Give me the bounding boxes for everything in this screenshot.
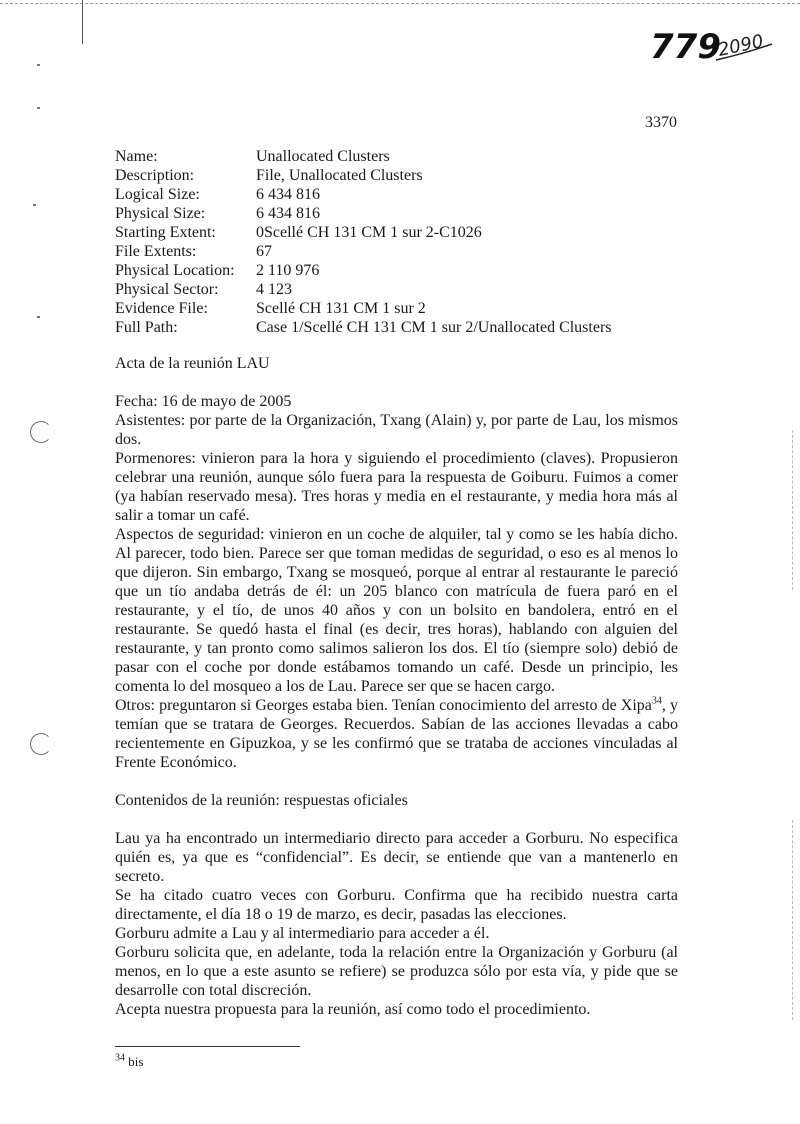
meeting-date: Fecha: 16 de mayo de 2005: [115, 393, 292, 410]
metadata-row: [115, 280, 612, 299]
metadata-label: Description:: [115, 167, 195, 184]
handwritten-number: 779: [650, 27, 721, 67]
metadata-row: [115, 223, 612, 242]
document-body: [115, 354, 678, 1019]
metadata-label: Physical Sector:: [115, 281, 219, 298]
margin-speck: [37, 316, 40, 318]
scan-right-edge: [792, 820, 793, 1020]
attendees-paragraph: Asistentes: por parte de la Organización, Txang (Alain) y, por parte de Lau, los mismos dos.: [115, 412, 678, 448]
metadata-value: Unallocated Clusters: [256, 148, 390, 165]
metadata-label: Logical Size:: [115, 186, 200, 203]
file-metadata: [115, 147, 612, 337]
handwritten-secondary-number: 2090: [716, 30, 766, 61]
metadata-label: Starting Extent:: [115, 224, 216, 241]
metadata-value: Scellé CH 131 CM 1 sur 2: [256, 300, 426, 317]
footnote-text: bis: [128, 1054, 144, 1069]
metadata-row: [115, 299, 612, 318]
margin-speck: [33, 204, 36, 206]
metadata-value: 0Scellé CH 131 CM 1 sur 2-C1026: [256, 224, 482, 241]
scan-right-edge: [792, 430, 793, 590]
details-paragraph: Pormenores: vinieron para la hora y siguiendo el procedimiento (claves). Propusieron celebrar una reunión, aunque sólo fuera para la respuesta de Goiburu. Fuimos a comer (ya habían reservado mesa). Tres horas y media en el restaurante, y media hora más al salir a tomar un café.: [115, 450, 678, 524]
other-paragraph: [115, 696, 678, 772]
punch-hole-icon: [30, 421, 52, 443]
metadata-row: [115, 318, 612, 337]
section-heading: Contenidos de la reunión: respuestas oficiales: [115, 792, 408, 809]
paragraph-spacer: [115, 772, 678, 791]
content-paragraph: Se ha citado cuatro veces con Gorburu. Confirma que ha recibido nuestra carta directamente, el día 18 o 19 de marzo, es decir, pasadas las elecciones.: [115, 887, 678, 923]
metadata-value: 4 123: [256, 281, 292, 298]
handwritten-annotation: [648, 22, 778, 72]
footnote: [115, 1054, 143, 1070]
other-text-start: Otros: preguntaron si Georges estaba bien. Tenían conocimiento del arresto de Xipa: [115, 697, 652, 714]
content-paragraph: Gorburu admite a Lau y al intermediario para acceder a él.: [115, 925, 490, 942]
metadata-label: File Extents:: [115, 243, 197, 260]
metadata-label: Evidence File:: [115, 300, 208, 317]
metadata-row: [115, 147, 612, 166]
content-paragraph: Acepta nuestra propuesta para la reunión, así como todo el procedimiento.: [115, 1001, 591, 1018]
other-text-end: , y temían que se tratara de Georges. Recuerdos. Sabían de las acciones llevadas a cabo recientemente en Gipuzkoa, y se les confirmó que se trataba de acciones vinculadas al Frente Económico.: [115, 697, 679, 771]
metadata-value: 6 434 816: [256, 186, 320, 203]
metadata-value: File, Unallocated Clusters: [256, 167, 423, 184]
metadata-label: Name:: [115, 148, 158, 165]
document-title: Acta de la reunión LAU: [115, 355, 270, 372]
metadata-row: [115, 242, 612, 261]
content-paragraph: Lau ya ha encontrado un intermediario directo para acceder a Gorburu. No especifica quién es, ya que es “confidencial”. Es decir, se entiende que van a mantenerlo en secreto.: [115, 830, 678, 885]
metadata-row: [115, 185, 612, 204]
scan-artifact-line: [82, 0, 83, 44]
footnote-reference: 34: [651, 695, 662, 707]
security-paragraph: Aspectos de seguridad: vinieron en un coche de alquiler, tal y como se les había dicho. Al parecer, todo bien. Parece ser que toman medidas de seguridad, o eso es al menos lo que dijeron. Sin embargo, Txang se mosqueó, porque al entrar al restaurante le pareció que un tío andaba detrás de él: un 205 blanco con matrícula de fuera paró en el restaurante, y el tío, de unos 40 años y con un bolsito en bandolera, entró en el restaurante. Se quedó hasta el final (es decir, tres horas), hablando con alguien del restaurante, y tan pronto como salimos salieron los dos. El tío (siempre solo) debió de pasar con el coche por donde estábamos tomando un café. Desde un principio, les comenta lo del mosqueo a los de Lau. Parece ser que se hacen cargo.: [115, 526, 678, 695]
metadata-label: Physical Size:: [115, 205, 206, 222]
footnote-number: 34: [115, 1052, 125, 1064]
margin-speck: [37, 64, 40, 66]
punch-hole-icon: [30, 733, 52, 755]
metadata-value: 67: [256, 243, 272, 260]
metadata-label: Full Path:: [115, 319, 178, 336]
metadata-row: [115, 261, 612, 280]
metadata-label: Physical Location:: [115, 262, 235, 279]
scan-top-edge: [0, 3, 800, 4]
metadata-row: [115, 166, 612, 185]
margin-speck: [37, 107, 40, 109]
metadata-value: Case 1/Scellé CH 131 CM 1 sur 2/Unallocated Clusters: [256, 319, 612, 336]
content-paragraph: Gorburu solicita que, en adelante, toda la relación entre la Organización y Gorburu (al menos, en lo que a este asunto se refiere) se produzca sólo por esta vía, y pide que se desarrolle con total discreción.: [115, 944, 678, 999]
metadata-value: 2 110 976: [256, 262, 320, 279]
metadata-row: [115, 204, 612, 223]
page-number: 3370: [645, 114, 677, 131]
metadata-value: 6 434 816: [256, 205, 320, 222]
footnote-divider: [115, 1046, 300, 1047]
